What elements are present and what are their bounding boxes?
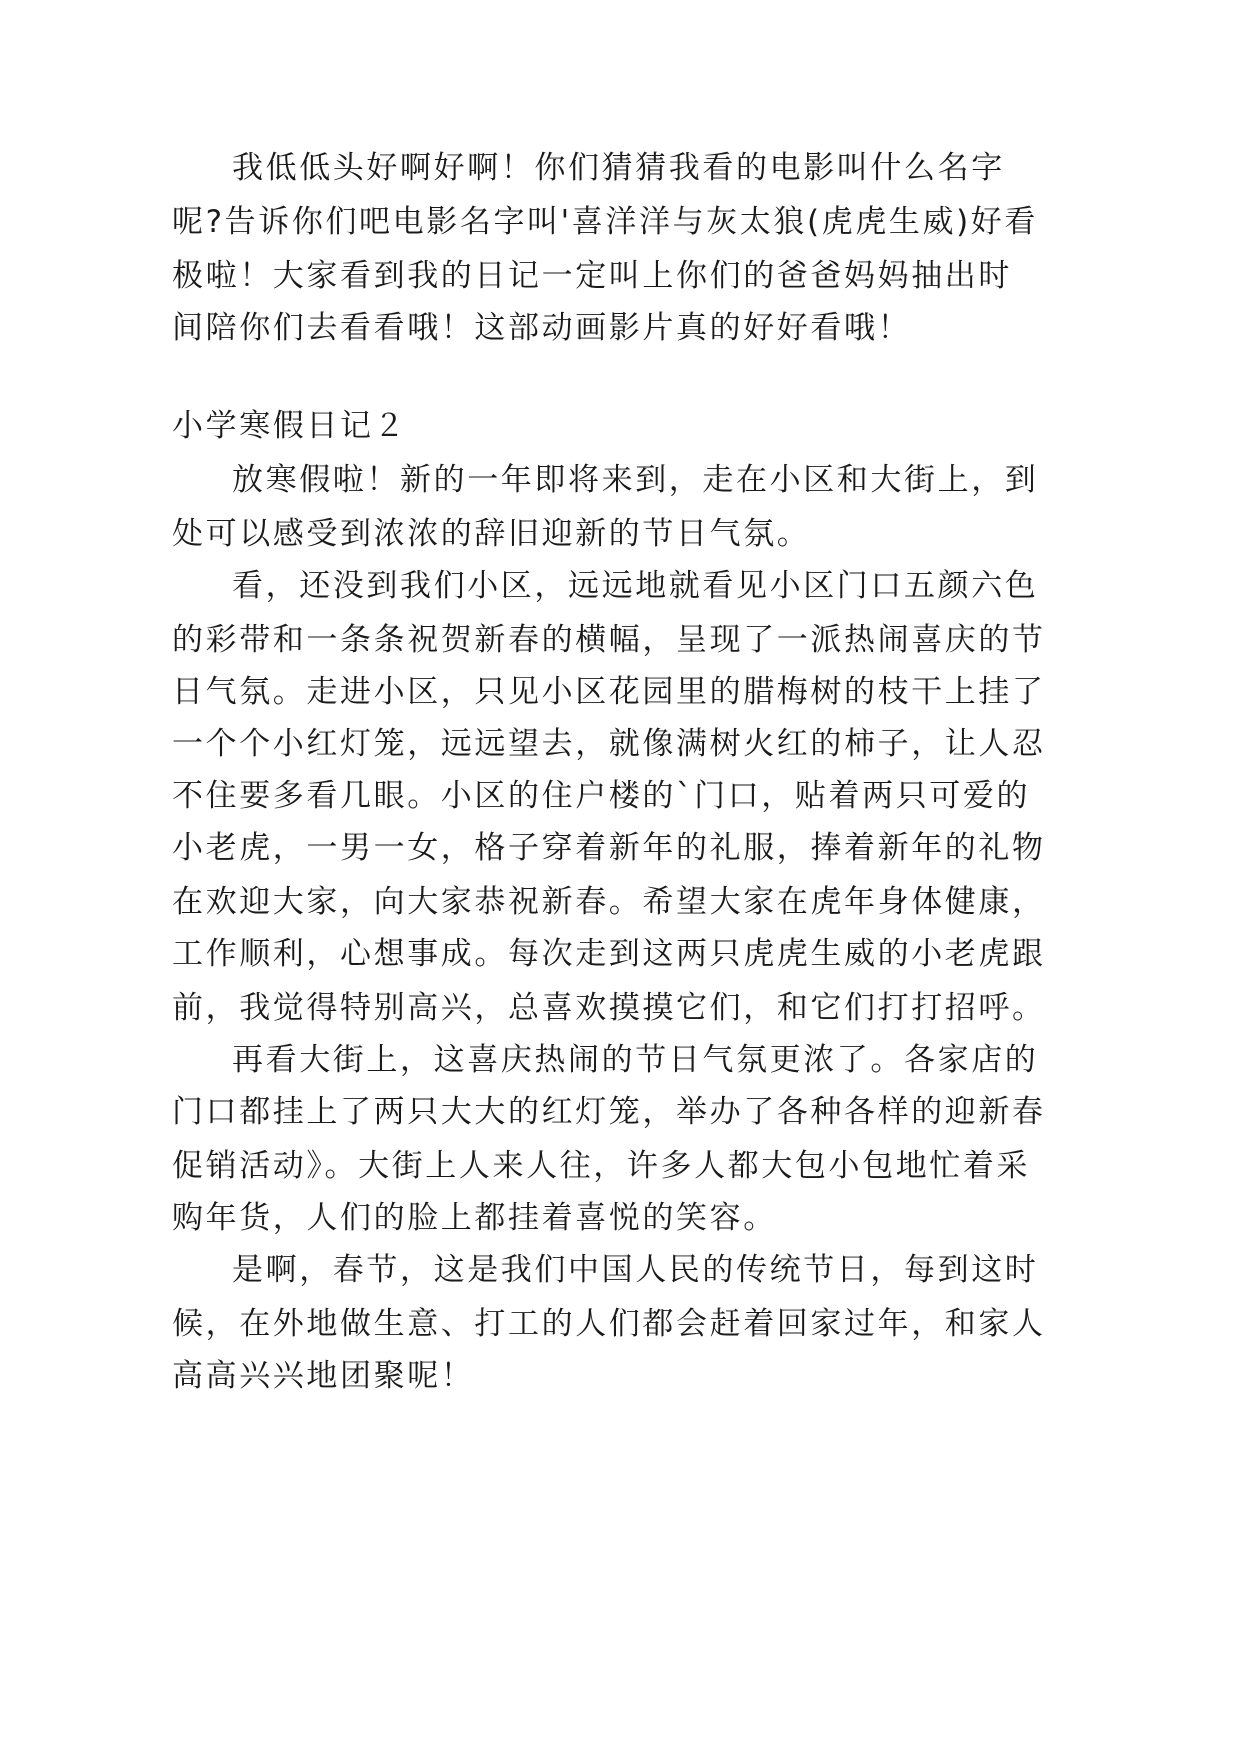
text-line: 再看大街上，这喜庆热闹的节日气氛更浓了。各家店的 (232, 1042, 1039, 1078)
text-line: 工作顺利，心想事成。每次走到这两只虎虎生威的小老虎跟 (172, 936, 1046, 972)
text-line: 处可以感受到浓浓的辞旧迎新的节日气氛。 (172, 516, 811, 552)
text-line: 放寒假啦！新的一年即将来到，走在小区和大街上，到 (232, 462, 1039, 498)
text-line: 看，还没到我们小区，远远地就看见小区门口五颜六色 (232, 568, 1039, 604)
text-line: 呢?告诉你们吧电影名字叫'喜洋洋与灰太狼(虎虎生威)好看 (172, 204, 1038, 240)
text-line: 促销活动》。大街上人来人往，许多人都大包小包地忙着采 (172, 1148, 1031, 1184)
text-line: 前，我觉得特别高兴，总喜欢摸摸它们，和它们打打招呼。 (172, 990, 1046, 1026)
text-line: 候，在外地做生意、打工的人们都会赶着回家过年，和家人 (172, 1306, 1046, 1342)
section-heading: 小学寒假日记２ (172, 408, 408, 444)
text-line: 极啦！大家看到我的日记一定叫上你们的爸爸妈妈抽出时 (172, 258, 1012, 294)
text-line: 不住要多看几眼。小区的住户楼的`门口，贴着两只可爱的 (172, 778, 1031, 814)
text-line: 小老虎，一男一女，格子穿着新年的礼服，捧着新年的礼物 (172, 830, 1046, 866)
text-line: 购年货，人们的脸上都挂着喜悦的笑容。 (172, 1200, 777, 1236)
text-line: 日气氛。走进小区，只见小区花园里的腊梅树的枝干上挂了 (172, 674, 1046, 710)
text-line: 高高兴兴地团聚呢！ (172, 1358, 475, 1394)
text-line: 门口都挂上了两只大大的红灯笼，举办了各种各样的迎新春 (172, 1094, 1046, 1130)
text-line: 间陪你们去看看哦！这部动画影片真的好好看哦！ (172, 310, 912, 346)
text-line: 一个个小红灯笼，远远望去，就像满树火红的柿子，让人忍 (172, 726, 1046, 762)
text-line: 在欢迎大家，向大家恭祝新春。希望大家在虎年身体健康， (172, 884, 1046, 920)
text-line: 我低低头好啊好啊！你们猜猜我看的电影叫什么名字 (232, 150, 1005, 186)
text-line: 的彩带和一条条祝贺新春的横幅，呈现了一派热闹喜庆的节 (172, 622, 1046, 658)
text-line: 是啊，春节，这是我们中国人民的传统节日，每到这时 (232, 1252, 1039, 1288)
